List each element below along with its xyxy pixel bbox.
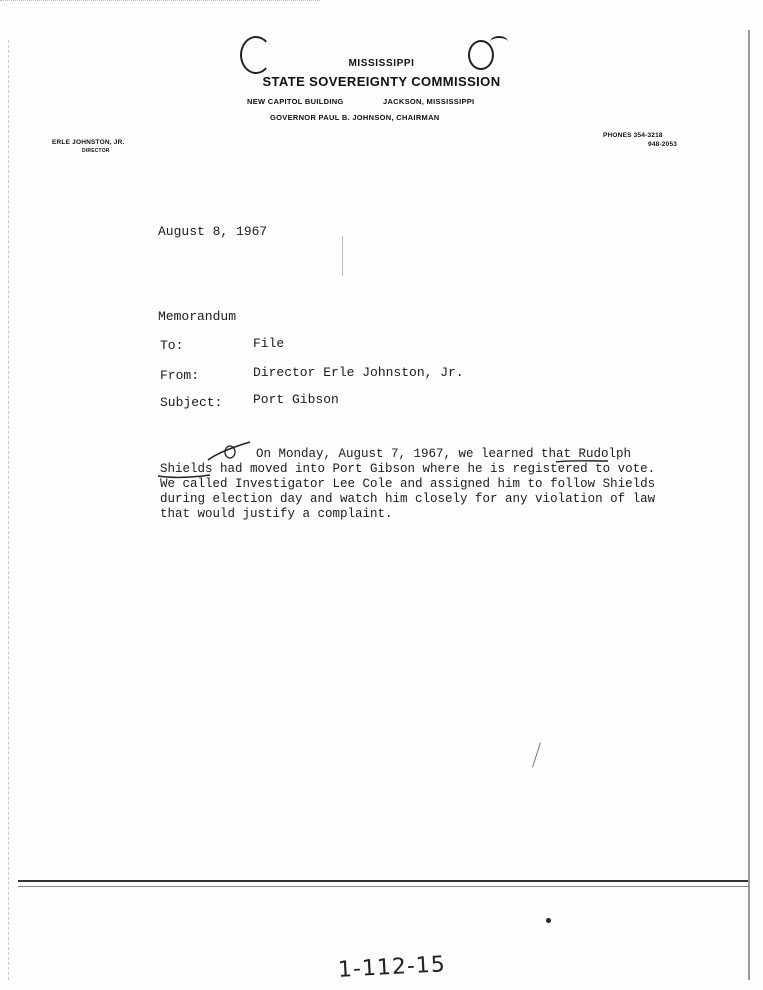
letterhead-phones: PHONES 354-3218 bbox=[603, 132, 663, 139]
memo-body-line-4: during election day and watch him closely for any violation of law bbox=[160, 492, 656, 506]
hole-punch-right-mark bbox=[490, 36, 508, 48]
letterhead-address-left: NEW CAPITOL BUILDING bbox=[247, 97, 344, 106]
memo-body-line-1: On Monday, August 7, 1967, we learned that Rudolph bbox=[256, 447, 632, 461]
memo-body-line-3: We called Investigator Lee Cole and assigned him to follow Shields bbox=[160, 477, 656, 491]
scan-left-edge bbox=[8, 40, 10, 980]
letterhead-agency: STATE SOVEREIGNTY COMMISSION bbox=[262, 74, 501, 89]
scan-mark bbox=[532, 742, 541, 767]
to-value: File bbox=[253, 336, 285, 351]
subject-value: Port Gibson bbox=[253, 392, 339, 407]
to-label: To: bbox=[160, 338, 184, 353]
letterhead-governor: GOVERNOR PAUL B. JOHNSON, CHAIRMAN bbox=[270, 113, 440, 122]
footer-file-number: 1-112-15 bbox=[337, 952, 447, 983]
memo-body-line-2: Shields had moved into Port Gibson where he is registered to vote. bbox=[160, 462, 656, 476]
scan-bottom-border-2 bbox=[18, 886, 748, 887]
scan-right-edge bbox=[748, 30, 750, 980]
scan-mark bbox=[342, 236, 343, 276]
memo-body-line-5: that would justify a complaint. bbox=[160, 507, 393, 521]
memo-date: August 8, 1967 bbox=[158, 224, 268, 239]
from-label: From: bbox=[160, 368, 200, 383]
memo-type: Memorandum bbox=[158, 309, 237, 324]
handwritten-underline bbox=[150, 448, 610, 488]
letterhead-director-title: DIRECTOR bbox=[82, 148, 110, 154]
scan-bottom-border bbox=[18, 880, 748, 882]
letterhead-phones-line2: 948-2053 bbox=[648, 141, 678, 148]
letterhead-director-name: ERLE JOHNSTON, JR. bbox=[52, 139, 125, 146]
letterhead-address-right: JACKSON, MISSISSIPPI bbox=[383, 97, 475, 106]
scan-top-border bbox=[0, 0, 320, 2]
from-value: Director Erle Johnston, Jr. bbox=[253, 365, 464, 380]
scan-dot bbox=[546, 918, 551, 923]
letterhead-state: MISSISSIPPI bbox=[348, 58, 415, 69]
subject-label: Subject: bbox=[160, 395, 223, 410]
